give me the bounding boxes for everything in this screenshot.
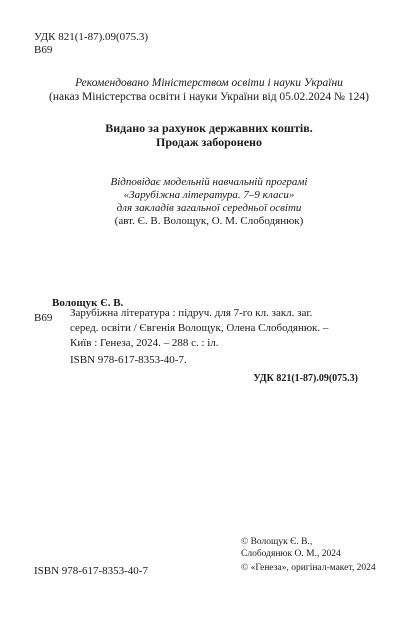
catalog-author-sign: В69	[34, 312, 53, 324]
copyright-authors-1: © Волощук Є. В.,	[241, 537, 313, 547]
program-authors: (авт. Є. В. Волощук, О. М. Слободянюк)	[114, 215, 304, 227]
udk-code-top: УДК 821(1-87).09(075.3)	[34, 31, 149, 43]
sale-prohibited-notice: Продаж заборонено	[156, 135, 262, 149]
catalog-udk: УДК 821(1-87).09(075.3)	[253, 373, 358, 384]
catalog-author-heading: Волощук Є. В.	[52, 297, 124, 309]
isbn-bottom: ISBN 978-617-8353-40-7	[34, 565, 148, 577]
ministry-order-line: (наказ Міністерства освіти і науки України від 05.02.2024 № 124)	[49, 91, 369, 103]
copyright-publisher: © «Генеза», оригінал-макет, 2024	[241, 563, 376, 573]
program-line-3: для закладів загальної середньої освіти	[116, 202, 302, 214]
copyright-authors-2: Слободянюк О. М., 2024	[241, 549, 341, 559]
funding-notice: Видано за рахунок державних коштів.	[105, 121, 313, 135]
recommendation-line: Рекомендовано Міністерством освіти і науки України	[75, 77, 343, 89]
author-sign-top: В69	[34, 44, 53, 56]
program-line-1: Відповідає модельній навчальній програмі	[110, 176, 308, 188]
catalog-isbn: ISBN 978-617-8353-40-7.	[70, 354, 187, 366]
program-line-2: «Зарубіжна література. 7–9 класи»	[123, 189, 295, 201]
catalog-description: Зарубіжна література : підруч. для 7-го кл. закл. заг. серед. освіти / Євгенія Волощук, Олена Слободянюк. – Київ : Генеза, 2024. – 288 с. : іл.	[70, 307, 329, 349]
